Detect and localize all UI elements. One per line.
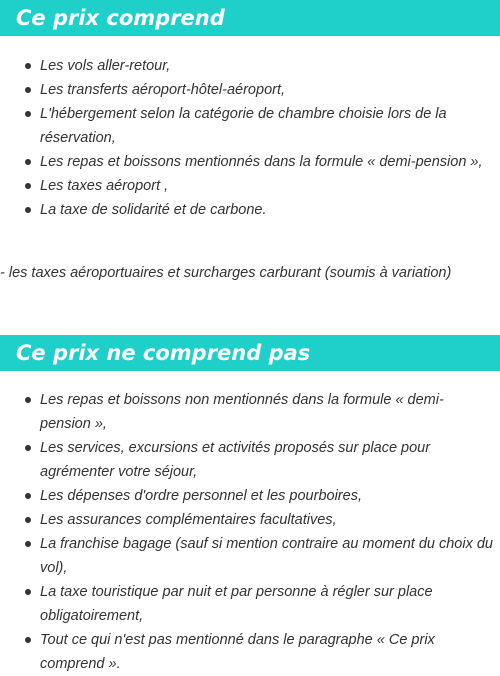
bullet-icon [25, 541, 31, 547]
list-item: La taxe touristique par nuit et par personne à régler sur place obligatoirement, [0, 580, 500, 628]
list-item: La taxe de solidarité et de carbone. [0, 198, 500, 222]
list-item: Les vols aller-retour, [0, 54, 500, 78]
bullet-icon [25, 159, 31, 165]
bullet-icon [25, 207, 31, 213]
bullet-icon [25, 397, 31, 403]
bullet-icon [25, 445, 31, 451]
included-list [0, 54, 500, 222]
list-item: Les transferts aéroport-hôtel-aéroport, [0, 78, 500, 102]
list-item: La franchise bagage (sauf si mention contraire au moment du choix du vol), [0, 532, 500, 580]
fuel-surcharge-note: - les taxes aéroportuaires et surcharges carburant (soumis à variation) [0, 265, 452, 281]
bullet-icon [25, 637, 31, 643]
bullet-icon [25, 589, 31, 595]
excluded-section-title: Ce prix ne comprend pas [0, 335, 500, 371]
bullet-icon [25, 517, 31, 523]
bullet-icon [25, 183, 31, 189]
included-section-title: Ce prix comprend [0, 0, 500, 36]
list-item: Tout ce qui n'est pas mentionné dans le paragraphe « Ce prix comprend ». [0, 628, 500, 676]
bullet-icon [25, 493, 31, 499]
excluded-list [0, 388, 500, 676]
list-item: Les services, excursions et activités proposés sur place pour agrémenter votre séjour, [0, 436, 500, 484]
list-item: L'hébergement selon la catégorie de chambre choisie lors de la réservation, [0, 102, 500, 150]
list-item: Les repas et boissons non mentionnés dans la formule « demi-pension », [0, 388, 500, 436]
list-item: Les taxes aéroport , [0, 174, 500, 198]
list-item: Les repas et boissons mentionnés dans la formule « demi-pension », [0, 150, 500, 174]
list-item: Les assurances complémentaires facultatives, [0, 508, 500, 532]
bullet-icon [25, 111, 31, 117]
bullet-icon [25, 87, 31, 93]
list-item: Les dépenses d'ordre personnel et les pourboires, [0, 484, 500, 508]
bullet-icon [25, 63, 31, 69]
